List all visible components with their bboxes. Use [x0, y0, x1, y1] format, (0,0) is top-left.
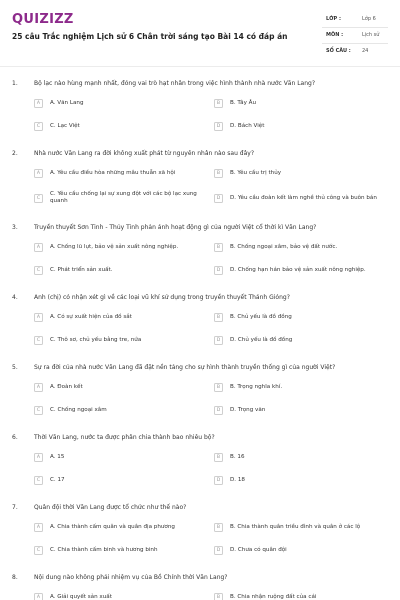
option-c[interactable]	[34, 263, 206, 278]
question-number: 8.	[12, 574, 18, 581]
option-text: C. Lạc Việt	[50, 123, 80, 129]
option-a[interactable]	[34, 520, 206, 535]
option-c[interactable]	[34, 543, 206, 558]
option-a[interactable]	[34, 96, 206, 111]
option-text: D. Chủ yếu là đồ đồng	[230, 337, 293, 343]
option-text: B. Trọng nghĩa khí.	[230, 384, 283, 390]
option-b[interactable]	[214, 380, 386, 395]
option-a[interactable]	[34, 240, 206, 255]
option-b[interactable]	[214, 96, 386, 111]
question-number: 6.	[12, 434, 18, 441]
option-b[interactable]	[214, 166, 386, 181]
option-letter-badge: D	[214, 406, 223, 415]
option-letter-badge: A	[34, 243, 43, 252]
option-text: D. Chống hạn hán bảo vệ sản xuất nông nghiệp.	[230, 267, 366, 273]
option-letter-badge: B	[214, 523, 223, 532]
question-text: Truyền thuyết Sơn Tinh - Thủy Tinh phản ánh hoạt động gì của người Việt cổ thời kì Văn Lang?	[34, 224, 317, 231]
worksheet-header	[0, 0, 400, 66]
question-text: Anh (chị) có nhận xét gì về các loại vũ khí sử dụng trong truyền thuyết Thánh Gióng?	[34, 294, 290, 301]
header-divider	[0, 66, 400, 67]
option-d[interactable]	[214, 263, 386, 278]
question-number: 4.	[12, 294, 18, 301]
meta-row-subject	[322, 28, 388, 44]
question-text: Nội dung nào không phải nhiệm vụ của Bồ Chính thời Văn Lang?	[34, 574, 228, 581]
option-a[interactable]	[34, 310, 206, 325]
option-letter-badge: C	[34, 336, 43, 345]
option-text: D. Bách Việt	[230, 123, 265, 129]
option-text: B. Chống ngoại xâm, bảo vệ đất nước.	[230, 244, 338, 250]
option-text: D. Chưa có quân đội	[230, 547, 287, 553]
option-b[interactable]	[214, 240, 386, 255]
option-text: A. 15	[50, 454, 65, 460]
page-title: 25 câu Trắc nghiệm Lịch sử 6 Chân trời sáng tạo Bài 14 có đáp án	[12, 32, 288, 41]
meta-value: Lịch sử	[362, 32, 380, 38]
option-letter-badge: B	[214, 99, 223, 108]
question-number: 1.	[12, 80, 18, 87]
quizizz-logo: QUIZIZZ	[12, 12, 74, 27]
option-letter-badge: C	[34, 406, 43, 415]
option-d[interactable]	[214, 188, 386, 208]
option-text: B. Chủ yếu là đồ đồng	[230, 314, 292, 320]
option-text: C. Yêu cầu chống lại sự xung đột với các bộ lạc xung quanh	[50, 191, 197, 204]
option-text: B. 16	[230, 454, 245, 460]
option-text: A. Yêu cầu điều hòa những mâu thuẫn xã hội	[50, 170, 176, 176]
option-c[interactable]	[34, 333, 206, 348]
question-number: 5.	[12, 364, 18, 371]
question-text: Quân đội thời Văn Lang được tổ chức như thế nào?	[34, 504, 187, 511]
option-text: D. Yêu cầu đoàn kết làm nghề thủ công và buôn bán	[230, 194, 377, 201]
option-a[interactable]	[34, 450, 206, 465]
question-text: Bộ lạc nào hùng mạnh nhất, đóng vai trò hạt nhân trong việc hình thành nhà nước Văn Lang?	[34, 80, 316, 87]
option-a[interactable]	[34, 166, 206, 181]
option-text: A. Có sự xuất hiện của đồ sắt	[50, 314, 132, 320]
option-b[interactable]	[214, 520, 386, 535]
option-letter-badge: A	[34, 99, 43, 108]
meta-label: MÔN :	[326, 32, 344, 38]
meta-box	[322, 12, 388, 60]
meta-row-class	[322, 12, 388, 28]
option-letter-badge: B	[214, 453, 223, 462]
option-letter-badge: A	[34, 523, 43, 532]
question-text: Thời Văn Lang, nước ta được phân chia thành bao nhiêu bộ?	[34, 434, 215, 441]
option-b[interactable]	[214, 590, 386, 600]
option-letter-badge: A	[34, 593, 43, 600]
option-text: C. Phát triển sản xuất.	[50, 267, 113, 273]
question-number: 3.	[12, 224, 18, 231]
option-letter-badge: A	[34, 453, 43, 462]
option-text: C. Thô sơ, chủ yếu bằng tre, nứa	[50, 337, 142, 343]
option-letter-badge: D	[214, 194, 223, 203]
meta-value: 24	[362, 48, 369, 54]
option-text: B. Chia nhận ruộng đất của cái	[230, 594, 317, 600]
meta-label: LỚP :	[326, 16, 341, 22]
option-d[interactable]	[214, 333, 386, 348]
option-letter-badge: D	[214, 546, 223, 555]
option-letter-badge: A	[34, 169, 43, 178]
option-b[interactable]	[214, 310, 386, 325]
option-b[interactable]	[214, 450, 386, 465]
option-letter-badge: C	[34, 266, 43, 275]
meta-value: Lớp 6	[362, 16, 376, 22]
option-letter-badge: D	[214, 476, 223, 485]
option-letter-badge: B	[214, 169, 223, 178]
option-letter-badge: B	[214, 593, 223, 600]
option-text: A. Văn Lang	[50, 100, 84, 106]
option-letter-badge: C	[34, 546, 43, 555]
option-letter-badge: A	[34, 313, 43, 322]
option-letter-badge: D	[214, 336, 223, 345]
option-c[interactable]	[34, 188, 206, 208]
option-text: A. Giải quyết sản xuất	[50, 594, 112, 600]
option-d[interactable]	[214, 119, 386, 134]
option-c[interactable]	[34, 403, 206, 418]
option-d[interactable]	[214, 403, 386, 418]
option-text: D. 18	[230, 477, 245, 483]
option-c[interactable]	[34, 119, 206, 134]
option-text: A. Đoàn kết	[50, 384, 83, 390]
option-text: B. Yêu cầu trị thủy	[230, 170, 282, 176]
option-letter-badge: D	[214, 122, 223, 131]
option-letter-badge: C	[34, 122, 43, 131]
option-letter-badge: A	[34, 383, 43, 392]
option-c[interactable]	[34, 473, 206, 488]
option-text: B. Chia thành quân triều đình và quân ở các lộ	[230, 524, 361, 530]
option-text: A. Chống lũ lụt, bảo vệ sản xuất nông nghiệp.	[50, 244, 179, 250]
option-d[interactable]	[214, 473, 386, 488]
option-letter-badge: C	[34, 194, 43, 203]
question-number: 7.	[12, 504, 18, 511]
option-a[interactable]	[34, 590, 206, 600]
option-text: B. Tây Âu	[230, 100, 257, 106]
question-number: 2.	[12, 150, 18, 157]
option-text: A. Chia thành cấm quân và quân địa phương	[50, 524, 175, 530]
option-letter-badge: B	[214, 243, 223, 252]
meta-row-count	[322, 44, 388, 60]
question-text: Sự ra đời của nhà nước Văn Lang đã đặt nền tảng cho sự hình thành truyền thống gì của người Việt?	[34, 364, 336, 371]
option-text: C. Chống ngoại xâm	[50, 407, 107, 413]
option-letter-badge: B	[214, 313, 223, 322]
option-text: D. Trọng văn	[230, 407, 266, 413]
meta-label: SỐ CÂU :	[326, 48, 351, 54]
option-letter-badge: C	[34, 476, 43, 485]
option-d[interactable]	[214, 543, 386, 558]
option-text: C. 17	[50, 477, 65, 483]
question-text: Nhà nước Văn Lang ra đời không xuất phát từ nguyên nhân nào sau đây?	[34, 150, 255, 157]
option-text: C. Chia thành cấm binh và hương binh	[50, 547, 158, 553]
option-letter-badge: D	[214, 266, 223, 275]
option-a[interactable]	[34, 380, 206, 395]
option-letter-badge: B	[214, 383, 223, 392]
